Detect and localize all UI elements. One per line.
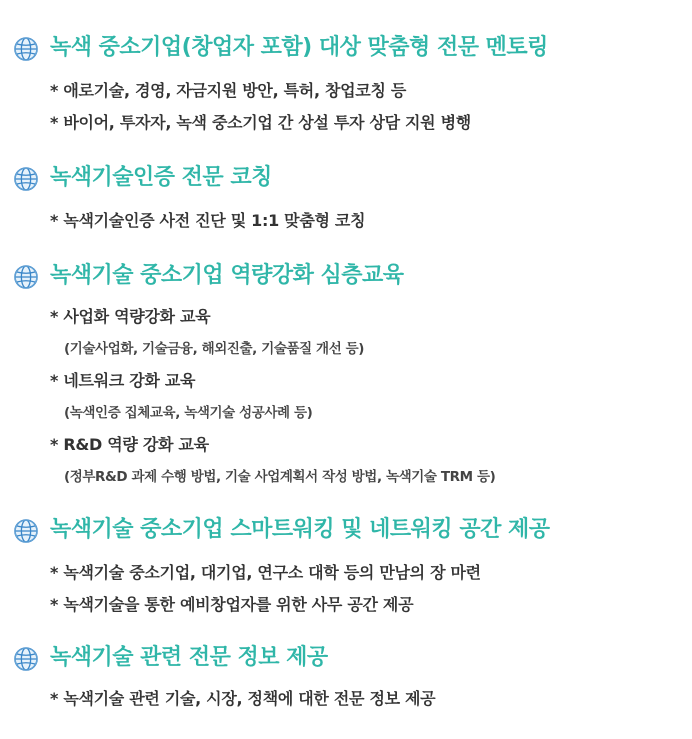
- section-title: 녹색기술 중소기업 스마트워킹 및 네트워킹 공간 제공: [50, 517, 550, 542]
- section-title: 녹색기술 관련 전문 정보 제공: [50, 645, 328, 670]
- globe-icon: [14, 37, 38, 61]
- section-title: 녹색기술인증 전문 코칭: [50, 165, 272, 190]
- list-item: * 녹색기술 관련 기술, 시장, 정책에 대한 전문 정보 제공: [50, 689, 436, 708]
- list-item-detail: (녹색인증 집체교육, 녹색기술 성공사례 등): [64, 405, 313, 421]
- list-item: * 사업화 역량강화 교육: [50, 307, 211, 326]
- globe-icon: [14, 265, 38, 289]
- list-item: * R&D 역량 강화 교육: [50, 435, 209, 454]
- list-item: * 녹색기술 중소기업, 대기업, 연구소 대학 등의 만남의 장 마련: [50, 563, 481, 582]
- section-title: 녹색 중소기업(창업자 포함) 대상 맞춤형 전문 멘토링: [50, 35, 548, 60]
- list-item: * 녹색기술을 통한 예비창업자를 위한 사무 공간 제공: [50, 595, 414, 614]
- list-item-detail: (정부R&D 과제 수행 방법, 기술 사업계획서 작성 방법, 녹색기술 TRM 등): [64, 469, 496, 485]
- globe-icon: [14, 167, 38, 191]
- list-item: * 애로기술, 경영, 자금지원 방안, 특허, 창업코칭 등: [50, 81, 407, 100]
- globe-icon: [14, 647, 38, 671]
- list-item: * 네트워크 강화 교육: [50, 371, 196, 390]
- globe-icon: [14, 519, 38, 543]
- list-item-detail: (기술사업화, 기술금융, 해외진출, 기술품질 개선 등): [64, 341, 365, 357]
- list-item: * 바이어, 투자자, 녹색 중소기업 간 상설 투자 상담 지원 병행: [50, 113, 471, 132]
- section-title: 녹색기술 중소기업 역량강화 심층교육: [50, 263, 404, 288]
- list-item: * 녹색기술인증 사전 진단 및 1:1 맞춤형 코칭: [50, 211, 366, 230]
